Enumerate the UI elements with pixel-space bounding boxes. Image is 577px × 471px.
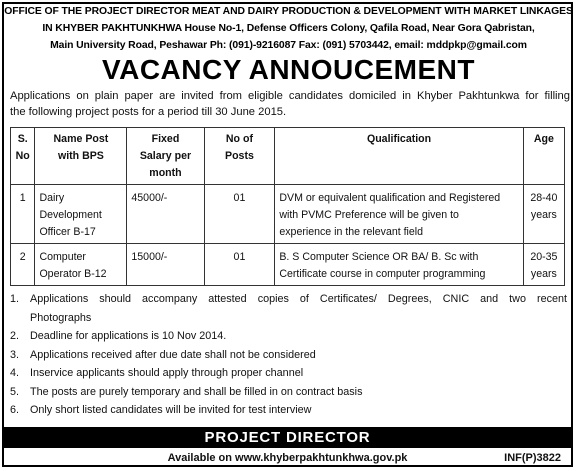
cell-sno: 1 bbox=[11, 185, 35, 244]
list-item: 1. Applications should accompany attested copies of Certificates/ Degrees, CNIC and two recent Photographs bbox=[10, 293, 567, 324]
cell-salary: 15000/- bbox=[127, 244, 204, 286]
cell-age: 28-40 years bbox=[523, 185, 564, 244]
page-title: VACANCY ANNOUCEMENT bbox=[102, 54, 475, 85]
conditions-list bbox=[10, 290, 567, 420]
header-line-1: OFFICE OF THE PROJECT DIRECTOR MEAT AND DAIRY PRODUCTION & DEVELOPMENT WITH MARKET LINKAGES bbox=[4, 6, 573, 17]
availability-line bbox=[4, 450, 571, 466]
cell-no-of-posts: 01 bbox=[204, 244, 275, 286]
posts-table bbox=[10, 127, 565, 286]
website-link[interactable]: Available on www.khyberpakhtunkhwa.gov.pk bbox=[167, 452, 408, 464]
list-item: 6. Only short listed candidates will be invited for test interview bbox=[10, 404, 312, 416]
list-item: 4. Inservice applicants should apply through proper channel bbox=[10, 367, 304, 379]
inf-code: INF(P)3822 bbox=[504, 452, 561, 464]
header-age: Age bbox=[523, 128, 564, 185]
header-sno: S. No bbox=[11, 128, 35, 185]
table-row bbox=[11, 185, 565, 244]
cell-sno: 2 bbox=[11, 244, 35, 286]
header-line-3: Main University Road, Peshawar Ph: (091)-9216087 Fax: (091) 5703442, email: mddpkp@gmail.com bbox=[50, 40, 527, 51]
table-row bbox=[11, 244, 565, 286]
cell-name-post: Dairy Development Officer B-17 bbox=[35, 185, 127, 244]
intro-line-1: Applications on plain paper are invited from eligible candidates domiciled in Khyber Pakhtunkwa for filling bbox=[10, 90, 570, 102]
list-item: 3. Applications received after due date shall not be considered bbox=[10, 348, 316, 361]
header-no-of-posts: No of Posts bbox=[204, 128, 275, 185]
header-qualification: Qualification bbox=[275, 128, 523, 185]
signatory-banner: PROJECT DIRECTOR bbox=[4, 427, 571, 448]
cell-salary: 45000/- bbox=[127, 185, 204, 244]
cell-no-of-posts: 01 bbox=[204, 185, 275, 244]
list-item: 5. The posts are purely temporary and shall be filled in on contract basis bbox=[10, 385, 363, 398]
list-item: 2. Deadline for applications is 10 Nov 2014. bbox=[10, 330, 227, 342]
intro-paragraph bbox=[10, 88, 570, 120]
cell-qualification: DVM or equivalent qualification and Registered with PVMC Preference will be given to experience in the relevant field bbox=[275, 185, 523, 244]
cell-name-post: Computer Operator B-12 bbox=[35, 244, 127, 286]
cell-age: 20-35 years bbox=[523, 244, 564, 286]
header-line-2: IN KHYBER PAKHTUNKHWA House No-1, Defense Officers Colony, Qafila Road, Near Gora Qabristan, bbox=[42, 23, 535, 34]
office-header bbox=[4, 3, 573, 54]
cell-qualification: B. S Computer Science OR BA/ B. Sc with Certificate course in computer programming bbox=[275, 244, 523, 286]
intro-line-2: the following project posts for a period till 30 June 2015. bbox=[10, 106, 287, 118]
header-salary: Fixed Salary per month bbox=[127, 128, 204, 185]
table-header-row bbox=[11, 128, 565, 185]
header-name-post: Name Post with BPS bbox=[35, 128, 127, 185]
